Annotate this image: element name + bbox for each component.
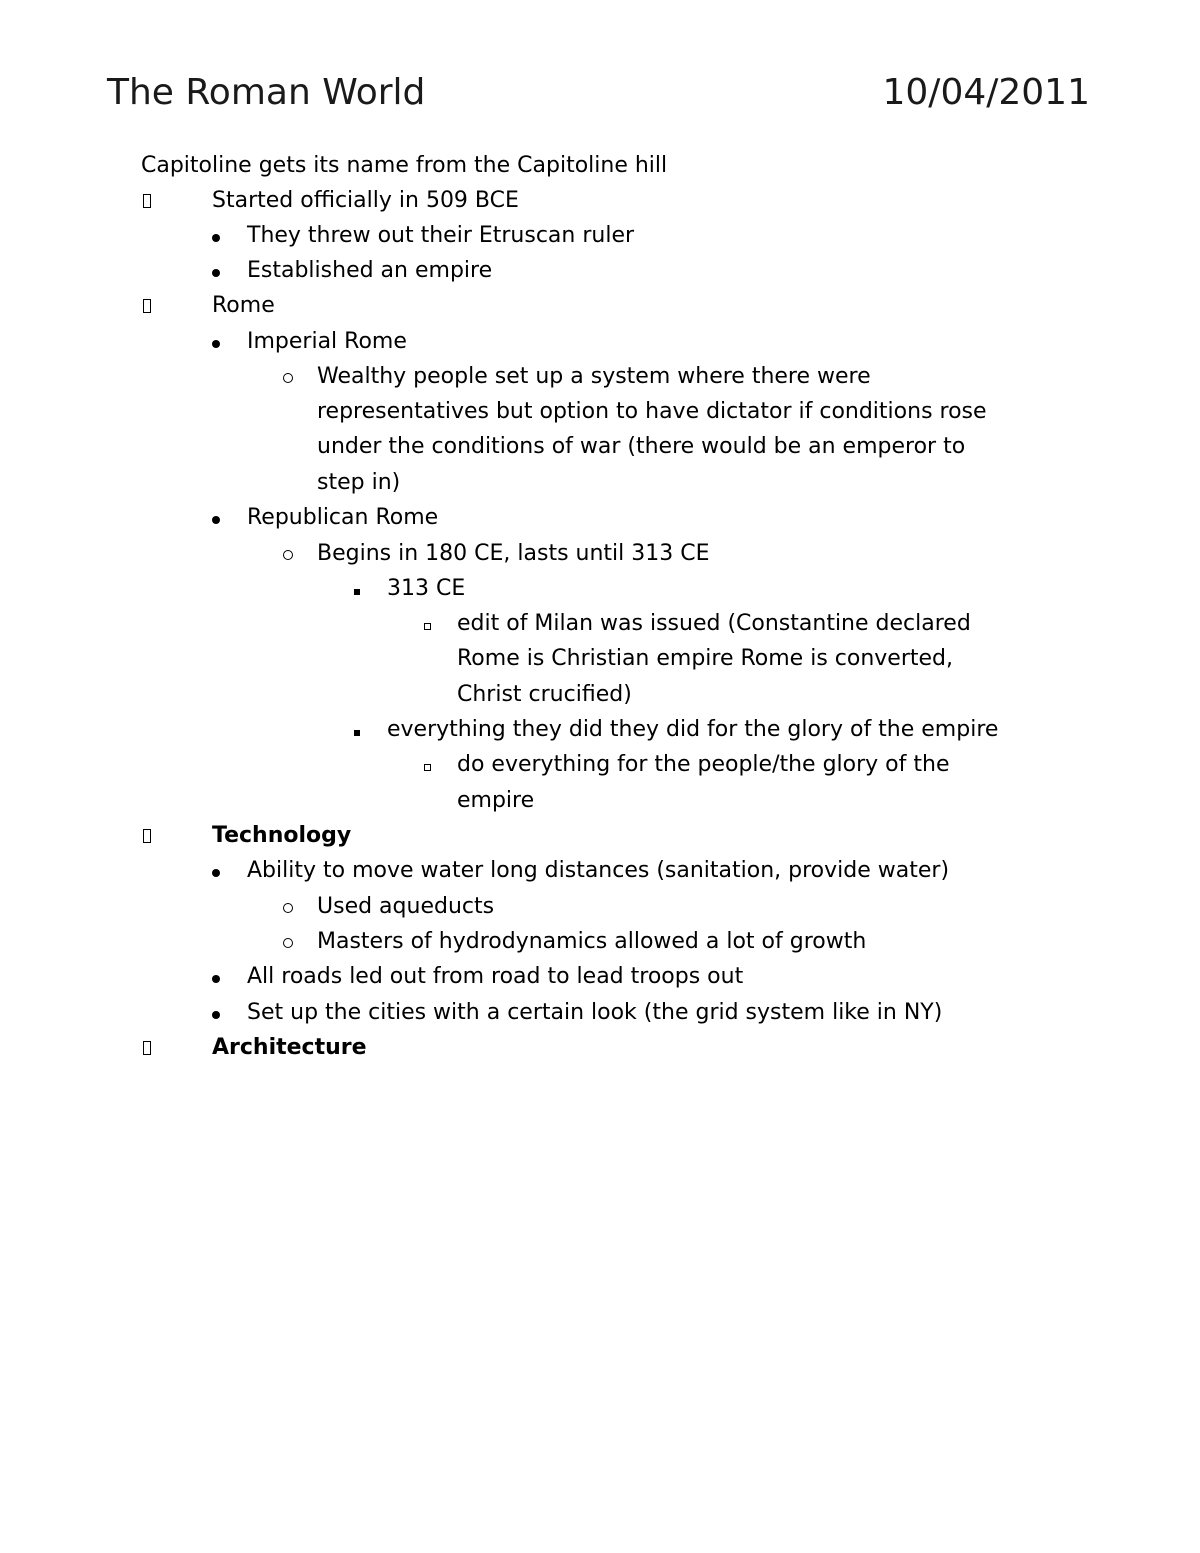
- box-bullet-icon: [141, 818, 153, 854]
- note-line: under the conditions of war (there would be an emperor to: [317, 434, 966, 459]
- note-line: Masters of hydrodynamics allowed a lot of growth: [317, 929, 867, 954]
- note-line: Christ crucified): [457, 682, 632, 707]
- ring-bullet-icon: [281, 359, 295, 394]
- ring-bullet-icon: [281, 536, 295, 571]
- square-bullet-icon: [351, 571, 363, 606]
- note-line: Wealthy people set up a system where there were: [317, 364, 871, 389]
- ring-bullet-icon: [281, 924, 295, 959]
- note-line: Rome: [212, 293, 275, 318]
- hollow-square-bullet-icon: [421, 747, 433, 782]
- square-bullet-icon: [351, 712, 363, 747]
- note-line: All roads led out from road to lead troops out: [247, 964, 744, 989]
- note-line: everything they did they did for the glory of the empire: [387, 717, 999, 742]
- note-line: Started officially in 509 BCE: [212, 188, 519, 213]
- dot-bullet-icon: [209, 324, 223, 359]
- box-bullet-icon: [141, 1030, 153, 1066]
- note-line: Capitoline gets its name from the Capitoline hill: [141, 153, 668, 178]
- hollow-square-bullet-icon: [421, 606, 433, 641]
- box-bullet-icon: [141, 288, 153, 324]
- note-line: do everything for the people/the glory of the: [457, 752, 950, 777]
- note-line: Used aqueducts: [317, 894, 495, 919]
- dot-bullet-icon: [209, 995, 223, 1030]
- dot-bullet-icon: [209, 500, 223, 535]
- section-heading: Technology: [212, 823, 352, 848]
- note-line: step in): [317, 470, 401, 495]
- note-line: Established an empire: [247, 258, 493, 283]
- note-line: Set up the cities with a certain look (the grid system like in NY): [247, 1000, 943, 1025]
- note-line: Begins in 180 CE, lasts until 313 CE: [317, 541, 710, 566]
- page-title: The Roman World: [107, 72, 426, 113]
- note-line: Republican Rome: [247, 505, 439, 530]
- ring-bullet-icon: [281, 889, 295, 924]
- note-line: edit of Milan was issued (Constantine declared: [457, 611, 971, 636]
- dot-bullet-icon: [209, 853, 223, 888]
- note-line: They threw out their Etruscan ruler: [247, 223, 635, 248]
- note-line: representatives but option to have dictator if conditions rose: [317, 399, 987, 424]
- box-bullet-icon: [141, 183, 153, 219]
- section-heading: Architecture: [212, 1035, 367, 1060]
- dot-bullet-icon: [209, 218, 223, 253]
- note-line: Rome is Christian empire Rome is converted,: [457, 646, 953, 671]
- note-line: empire: [457, 788, 535, 813]
- dot-bullet-icon: [209, 959, 223, 994]
- note-line: Ability to move water long distances (sanitation, provide water): [247, 858, 950, 883]
- note-line: Imperial Rome: [247, 329, 407, 354]
- page-date: 10/04/2011: [882, 72, 1090, 113]
- note-line: 313 CE: [387, 576, 466, 601]
- dot-bullet-icon: [209, 253, 223, 288]
